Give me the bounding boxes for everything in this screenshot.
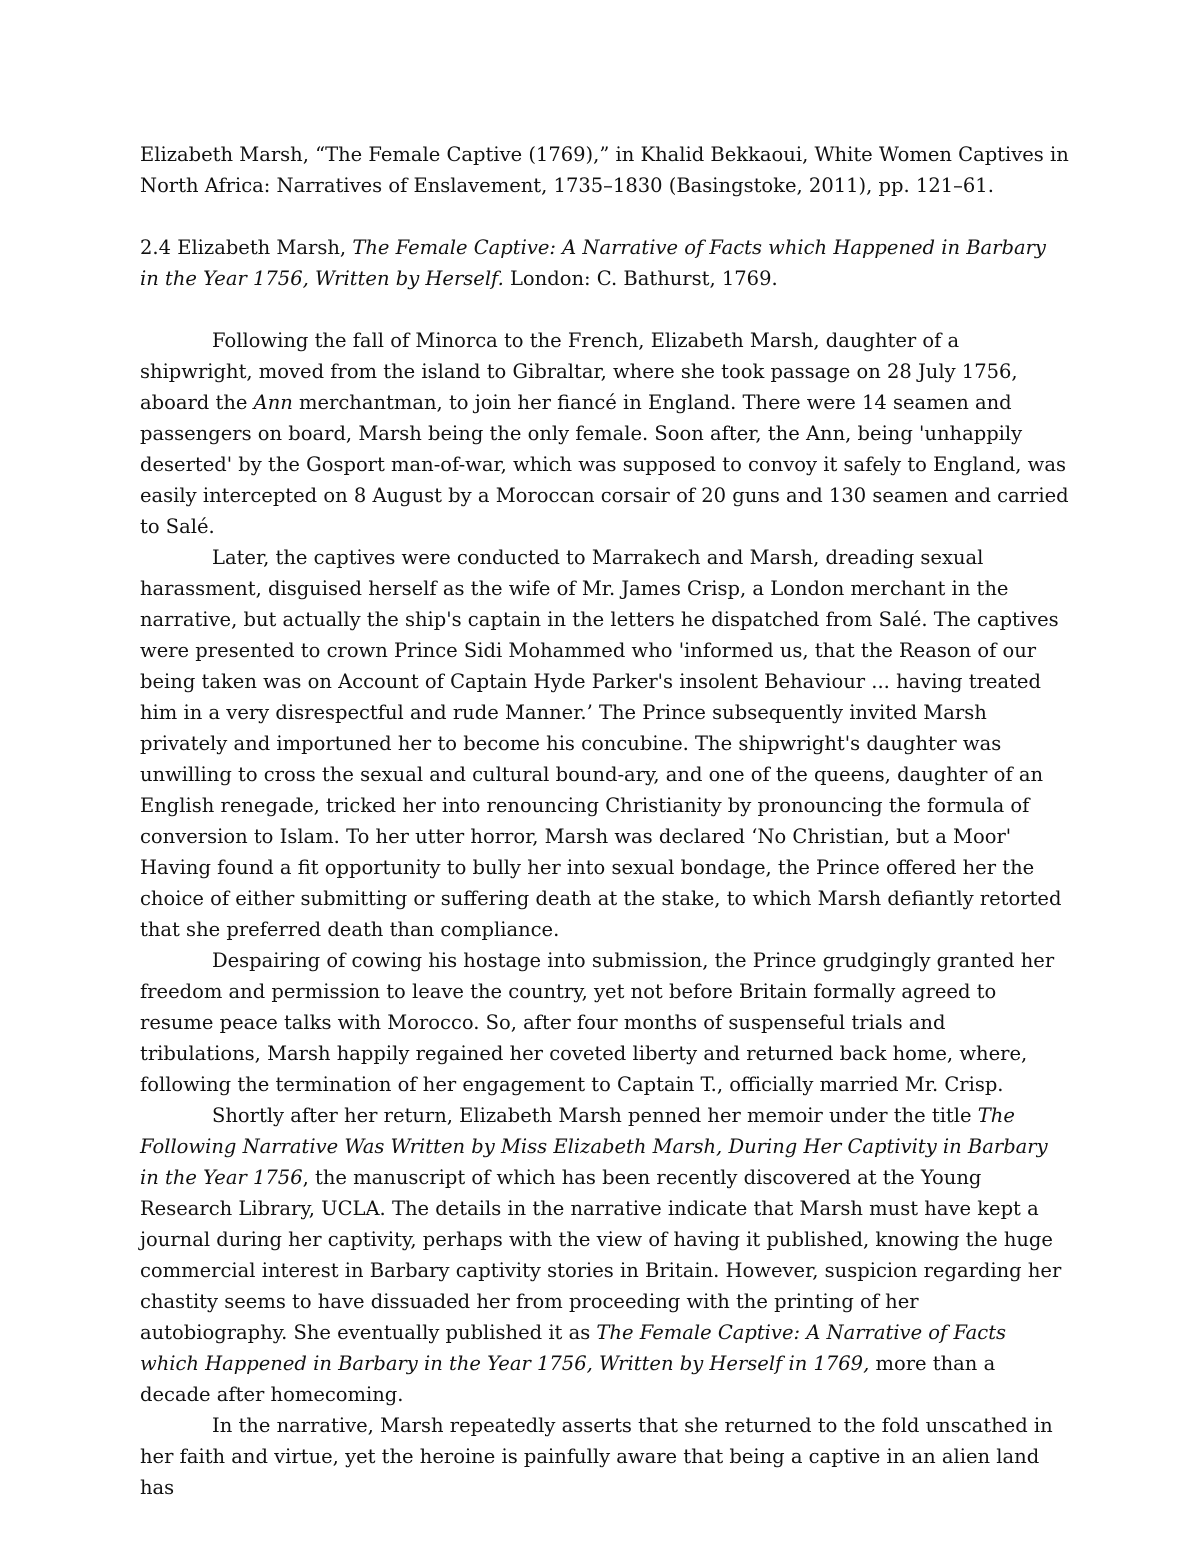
paragraph-5 xyxy=(140,1410,1070,1503)
heading-suffix: London: C. Bathurst, 1769. xyxy=(503,267,778,290)
paragraph-2-text: Later, the captives were conducted to Marrakech and Marsh, dreading sexual harassment, disguised herself as the wife of Mr. James Crisp, a London merchant in the narrative, but actually the ship's captain in the letters he dispatched from Salé. The captives were presented to crown Prince Sidi Mohammed who 'informed us, that the Reason of our being taken was on Account of Captain Hyde Parker's insolent Behaviour ... having treated him in a very disrespectful and rude Manner.’ The Prince subsequently invited Marsh privately and importuned her to become his concubine. The shipwright's daughter was unwilling to cross the sexual and cultural bound-ary, and one of the queens, daughter of an English renegade, tricked her into renouncing Christianity by pronouncing the formula of conversion to Islam. To her utter horror, Marsh was declared ‘No Christian, but a Moor' Having found a fit opportunity to bully her into sexual bondage, the Prince offered her the choice of either submitting or suffering death at the stake, to which Marsh defiantly retorted that she preferred death than compliance. xyxy=(140,546,1062,941)
paragraph-3-text: Despairing of cowing his hostage into submission, the Prince grudgingly granted her freedom and permission to leave the country, yet not before Britain formally agreed to resume peace talks with Morocco. So, after four months of suspenseful trials and tribulations, Marsh happily regained her coveted liberty and returned back home, where, following the termination of her engagement to Captain T., officially married Mr. Crisp. xyxy=(140,949,1055,1096)
section-heading xyxy=(140,232,1070,294)
published-title: The Female Captive: A Narrative of Facts which Happened in Barbary in the Year 1756, Written by Herself in 1769, xyxy=(140,1321,1007,1375)
paragraph-1-text-a: Following the fall of Minorca to the French, Elizabeth Marsh, daughter of a shipwright, moved from the island to Gibraltar, where she took passage on 28 July 1756, aboard the xyxy=(140,329,1018,414)
manuscript-title: The Following Narrative Was Written by Miss Elizabeth Marsh, During Her Captivity in Barbary in the Year 1756 xyxy=(140,1104,1048,1189)
citation-text: Elizabeth Marsh, “The Female Captive (1769),” in Khalid Bekkaoui, White Women Captives in North Africa: Narratives of Enslavement, 1735–1830 (Basingstoke, 2011), pp. 121–61. xyxy=(140,143,1069,197)
paragraph-4-text-c: more than a decade after homecoming. xyxy=(140,1352,996,1406)
ship-name: Ann xyxy=(253,391,293,414)
paragraph-1 xyxy=(140,325,1070,542)
paragraph-4-text-a: Shortly after her return, Elizabeth Marsh penned her memoir under the title xyxy=(212,1104,978,1127)
paragraph-5-text: In the narrative, Marsh repeatedly asserts that she returned to the fold unscathed in her faith and virtue, yet the heroine is painfully aware that being a captive in an alien land has xyxy=(140,1414,1053,1499)
heading-prefix: 2.4 Elizabeth Marsh, xyxy=(140,236,353,259)
paragraph-4-text-b: , the manuscript of which has been recently discovered at the Young Research Library, UCLA. The details in the narrative indicate that Marsh must have kept a journal during her captivity, perhaps with the view of having it published, knowing the huge commercial interest in Barbary captivity stories in Britain. However, suspicion regarding her chastity seems to have dissuaded her from proceeding with the printing of her autobiography. She eventually published it as xyxy=(140,1166,1062,1344)
paragraph-4 xyxy=(140,1100,1070,1410)
citation xyxy=(140,139,1070,201)
paragraph-2 xyxy=(140,542,1070,945)
paragraph-1-text-b: merchantman, to join her fiancé in England. There were 14 seamen and passengers on board, Marsh being the only female. Soon after, the Ann, being 'unhappily deserted' by the Gosport man-of-war, which was supposed to convoy it safely to England, was easily intercepted on 8 August by a Moroccan corsair of 20 guns and 130 seamen and carried to Salé. xyxy=(140,391,1069,538)
document-page xyxy=(140,139,1070,1503)
heading-title: The Female Captive: A Narrative of Facts which Happened in Barbary in the Year 1756, Written by Herself. xyxy=(140,236,1046,290)
paragraph-3 xyxy=(140,945,1070,1100)
